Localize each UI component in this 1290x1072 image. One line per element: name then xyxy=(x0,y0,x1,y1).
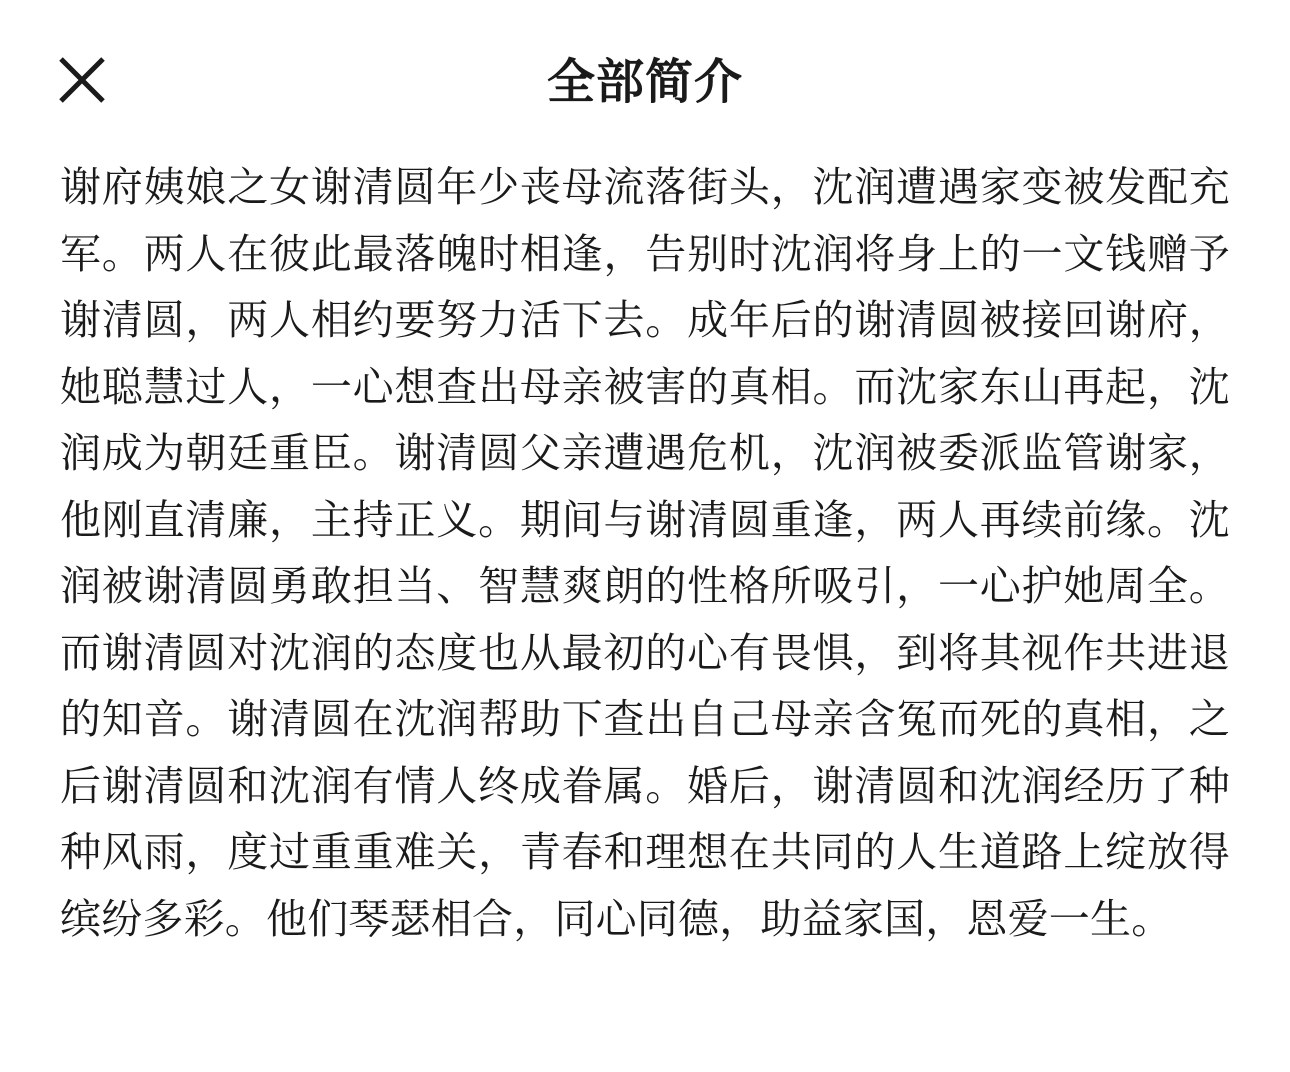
synopsis-text: 谢府姨娘之女谢清圆年少丧母流落街头，沈润遭遇家变被发配充军。两人在彼此最落魄时相逢，告别时沈润将身上的一文钱赠予谢清圆，两人相约要努力活下去。成年后的谢清圆被接回谢府，她聪慧过人，一心想查出母亲被害的真相。而沈家东山再起，沈润成为朝廷重臣。谢清圆父亲遭遇危机，沈润被委派监管谢家，他刚直清廉，主持正义。期间与谢清圆重逢，两人再续前缘。沈润被谢清圆勇敢担当、智慧爽朗的性格所吸引，一心护她周全。而谢清圆对沈润的态度也从最初的心有畏惧，到将其视作共进退的知音。谢清圆在沈润帮助下查出自己母亲含冤而死的真相，之后谢清圆和沈润有情人终成眷属。婚后，谢清圆和沈润经历了种种风雨，度过重重难关，青春和理想在共同的人生道路上绽放得缤纷多彩。他们琴瑟相合，同心同德，助益家国，恩爱一生。 xyxy=(60,163,1230,943)
header-bar xyxy=(0,0,1290,160)
page-title: 全部简介 xyxy=(546,54,743,110)
